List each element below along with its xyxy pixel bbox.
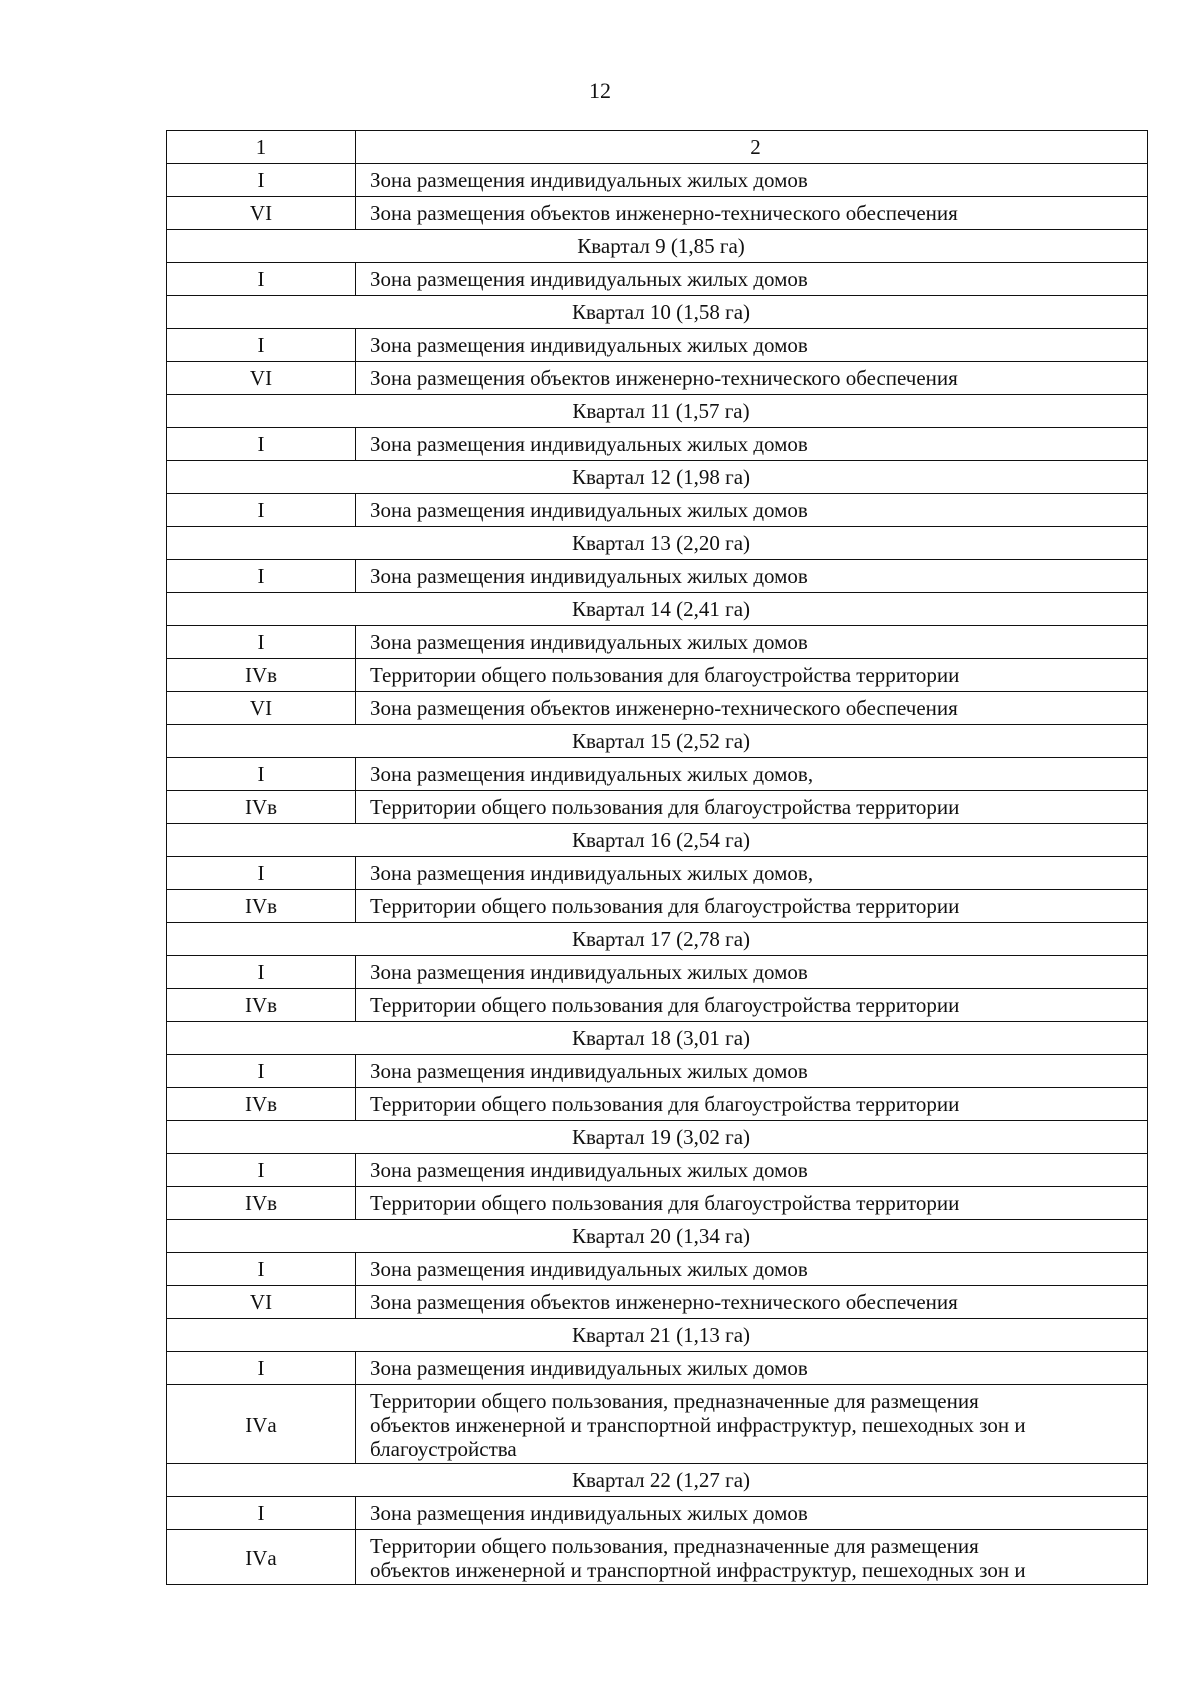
zone-description-line: Зона размещения индивидуальных жилых домов, [370,761,814,786]
zone-description-line: Зона размещения объектов инженерно-технического обеспечения [370,1289,958,1314]
block-heading: Квартал 9 (1,85 га) [167,230,1148,263]
block-heading-row [167,923,1148,956]
zone-description-line: Территории общего пользования для благоустройства территории [370,794,960,819]
zone-code: VI [167,692,356,725]
zone-row [167,989,1148,1022]
zone-description [356,1088,1148,1121]
zone-row [167,1385,1148,1464]
zone-code: I [167,1154,356,1187]
block-heading: Квартал 15 (2,52 га) [167,725,1148,758]
block-heading-row [167,395,1148,428]
zone-description-line: Зона размещения индивидуальных жилых домов [370,431,808,456]
zone-description [356,791,1148,824]
zone-code: I [167,1055,356,1088]
zone-code: IVа [167,1530,356,1585]
block-heading-row [167,461,1148,494]
zone-code: I [167,494,356,527]
zone-description-line: Территории общего пользования для благоустройства территории [370,992,960,1017]
zone-code: I [167,758,356,791]
zone-description-line: Зона размещения индивидуальных жилых домов [370,563,808,588]
zone-description-line: Зона размещения индивидуальных жилых домов [370,497,808,522]
table-header-row [167,131,1148,164]
zone-code: VI [167,197,356,230]
zone-row [167,659,1148,692]
zone-description-line: Зона размещения объектов инженерно-технического обеспечения [370,695,958,720]
zone-description-line: Территории общего пользования, предназначенные для размещения [370,1389,979,1413]
zone-code: IVв [167,890,356,923]
zone-description [356,1530,1148,1585]
zone-description-line: объектов инженерной и транспортной инфраструктур, пешеходных зон и [370,1413,1026,1437]
zone-description-line: Зона размещения индивидуальных жилых домов [370,1500,808,1525]
zone-description [356,1154,1148,1187]
zone-description-line: Зона размещения индивидуальных жилых домов, [370,860,814,885]
block-heading: Квартал 18 (3,01 га) [167,1022,1148,1055]
block-heading: Квартал 20 (1,34 га) [167,1220,1148,1253]
zone-description [356,989,1148,1022]
zone-code: IVа [167,1385,356,1464]
block-heading-row [167,527,1148,560]
header-cell-code: 1 [167,131,356,164]
zone-code: IVв [167,989,356,1022]
zone-row [167,1154,1148,1187]
zone-row [167,197,1148,230]
block-heading: Квартал 19 (3,02 га) [167,1121,1148,1154]
header-cell-description: 2 [356,131,1148,164]
zone-code: IVв [167,791,356,824]
zone-row [167,560,1148,593]
zone-row [167,1088,1148,1121]
zone-description [356,329,1148,362]
zone-row [167,263,1148,296]
zone-description [356,956,1148,989]
zone-row [167,494,1148,527]
zone-description-line: объектов инженерной и транспортной инфраструктур, пешеходных зон и [370,1558,1026,1582]
zone-description-line: Территории общего пользования, предназначенные для размещения [370,1534,979,1558]
zone-description [356,1055,1148,1088]
block-heading-row [167,824,1148,857]
zone-description-line: Зона размещения объектов инженерно-технического обеспечения [370,365,958,390]
page-number: 12 [589,78,611,103]
zone-code: I [167,1253,356,1286]
zone-row [167,1352,1148,1385]
zone-description [356,1385,1148,1464]
zone-code: VI [167,1286,356,1319]
block-heading-row [167,593,1148,626]
zone-description [356,758,1148,791]
zone-code: I [167,164,356,197]
block-heading: Квартал 12 (1,98 га) [167,461,1148,494]
zone-row [167,758,1148,791]
zone-code: I [167,263,356,296]
zone-description [356,626,1148,659]
zone-description-line: Зона размещения индивидуальных жилых домов [370,1256,808,1281]
block-heading: Квартал 14 (2,41 га) [167,593,1148,626]
block-heading: Квартал 16 (2,54 га) [167,824,1148,857]
zone-code: VI [167,362,356,395]
block-heading-row [167,725,1148,758]
zone-description-line: Зона размещения индивидуальных жилых домов [370,266,808,291]
block-heading-row [167,1220,1148,1253]
zone-description-line: Территории общего пользования для благоустройства территории [370,893,960,918]
zone-description [356,197,1148,230]
zone-description-line: Зона размещения объектов инженерно-технического обеспечения [370,200,958,225]
zone-row [167,956,1148,989]
zone-code: I [167,1497,356,1530]
zone-code: IVв [167,1187,356,1220]
zone-row [167,1530,1148,1585]
block-heading: Квартал 21 (1,13 га) [167,1319,1148,1352]
zone-description [356,560,1148,593]
zone-row [167,164,1148,197]
zone-description-line: благоустройства [370,1437,517,1461]
zone-description-line: Зона размещения индивидуальных жилых домов [370,1058,808,1083]
zone-code: I [167,1352,356,1385]
zone-description [356,494,1148,527]
zone-description [356,1253,1148,1286]
zones-table-body [167,131,1148,1585]
zone-description [356,1352,1148,1385]
zone-description-line: Территории общего пользования для благоустройства территории [370,1091,960,1116]
zone-code: I [167,329,356,362]
zone-row [167,1055,1148,1088]
zone-description [356,164,1148,197]
zone-row [167,1187,1148,1220]
zone-description [356,263,1148,296]
zone-code: I [167,626,356,659]
zone-row [167,1497,1148,1530]
zone-description [356,362,1148,395]
block-heading: Квартал 17 (2,78 га) [167,923,1148,956]
zone-description [356,857,1148,890]
zone-description-line: Зона размещения индивидуальных жилых домов [370,1157,808,1182]
zone-row [167,428,1148,461]
zone-description [356,692,1148,725]
zone-row [167,1253,1148,1286]
zone-description [356,890,1148,923]
zone-description-line: Зона размещения индивидуальных жилых домов [370,959,808,984]
zones-table [166,130,1148,1585]
zone-description [356,1286,1148,1319]
zone-row [167,362,1148,395]
zone-description-line: Зона размещения индивидуальных жилых домов [370,167,808,192]
zone-description [356,1187,1148,1220]
block-heading-row [167,1464,1148,1497]
zone-description-line: Зона размещения индивидуальных жилых домов [370,629,808,654]
block-heading: Квартал 10 (1,58 га) [167,296,1148,329]
zone-row [167,692,1148,725]
block-heading: Квартал 11 (1,57 га) [167,395,1148,428]
block-heading-row [167,1319,1148,1352]
zone-row [167,1286,1148,1319]
zone-code: I [167,857,356,890]
zone-code: IVв [167,1088,356,1121]
zone-row [167,791,1148,824]
block-heading-row [167,230,1148,263]
zone-code: I [167,560,356,593]
zone-description-line: Зона размещения индивидуальных жилых домов [370,332,808,357]
zone-row [167,626,1148,659]
block-heading-row [167,1022,1148,1055]
zone-row [167,329,1148,362]
zone-code: I [167,956,356,989]
block-heading: Квартал 13 (2,20 га) [167,527,1148,560]
zone-code: I [167,428,356,461]
zone-description [356,1497,1148,1530]
zone-description-line: Территории общего пользования для благоустройства территории [370,662,960,687]
zone-row [167,857,1148,890]
block-heading: Квартал 22 (1,27 га) [167,1464,1148,1497]
block-heading-row [167,1121,1148,1154]
zone-description-line: Территории общего пользования для благоустройства территории [370,1190,960,1215]
block-heading-row [167,296,1148,329]
zone-description-line: Зона размещения индивидуальных жилых домов [370,1355,808,1380]
zone-row [167,890,1148,923]
zone-description [356,659,1148,692]
zone-description [356,428,1148,461]
zone-code: IVв [167,659,356,692]
